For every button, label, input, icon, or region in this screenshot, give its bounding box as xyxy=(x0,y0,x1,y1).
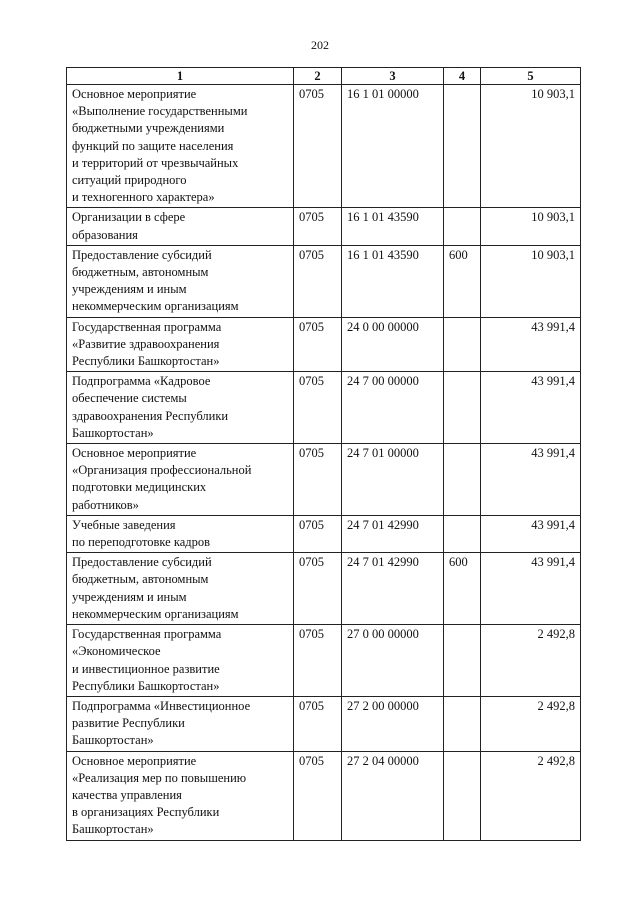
amount-cell: 10 903,1 xyxy=(481,85,581,208)
item-name-line: Основное мероприятие xyxy=(72,753,197,768)
section-code-cell: 0705 xyxy=(294,85,342,208)
expense-type-cell xyxy=(444,625,481,697)
target-code-cell: 24 7 01 42990 xyxy=(342,553,444,625)
item-name-line: качества управления xyxy=(72,787,182,802)
item-name-line: Республики Башкортостан» xyxy=(72,354,220,369)
table-row xyxy=(67,372,581,444)
expense-type-cell: 600 xyxy=(444,245,481,317)
item-name-line: ситуаций природного xyxy=(72,173,187,188)
column-header-5: 5 xyxy=(481,68,581,85)
expense-type-cell xyxy=(444,515,481,552)
expense-type-cell xyxy=(444,208,481,245)
target-code-cell: 24 0 00 00000 xyxy=(342,317,444,372)
table-row xyxy=(67,444,581,516)
item-name-cell xyxy=(67,625,294,697)
item-name-line: и техногенного характера» xyxy=(72,190,215,205)
column-header-1: 1 xyxy=(67,68,294,85)
expense-type-cell xyxy=(444,317,481,372)
item-name-line: бюджетным, автономным xyxy=(72,572,209,587)
item-name-line: Организации в сфере xyxy=(72,210,186,225)
expense-type-cell xyxy=(444,372,481,444)
table-body xyxy=(67,85,581,841)
item-name-line: Предоставление субсидий xyxy=(72,247,212,262)
section-code-cell: 0705 xyxy=(294,372,342,444)
item-name-line: Государственная программа xyxy=(72,627,222,642)
item-name-line: бюджетными учреждениями xyxy=(72,121,225,136)
table-row xyxy=(67,625,581,697)
target-code-cell: 16 1 01 00000 xyxy=(342,85,444,208)
amount-cell: 10 903,1 xyxy=(481,208,581,245)
item-name-line: «Выполнение государственными xyxy=(72,104,248,119)
amount-cell: 2 492,8 xyxy=(481,696,581,751)
item-name-line: работников» xyxy=(72,497,139,512)
table-row xyxy=(67,85,581,208)
item-name-line: учреждениям и иным xyxy=(72,589,187,604)
target-code-cell: 24 7 00 00000 xyxy=(342,372,444,444)
target-code-cell: 27 2 00 00000 xyxy=(342,696,444,751)
section-code-cell: 0705 xyxy=(294,553,342,625)
expense-type-cell xyxy=(444,444,481,516)
item-name-cell xyxy=(67,245,294,317)
item-name-line: образования xyxy=(72,227,138,242)
item-name-line: «Организация профессиональной xyxy=(72,463,252,478)
item-name-line: в организациях Республики xyxy=(72,805,220,820)
item-name-line: Башкортостан» xyxy=(72,733,154,748)
item-name-line: «Реализация мер по повышению xyxy=(72,770,247,785)
table-row xyxy=(67,245,581,317)
item-name-line: Подпрограмма «Инвестиционное xyxy=(72,698,251,713)
column-header-2: 2 xyxy=(294,68,342,85)
expense-type-cell xyxy=(444,85,481,208)
item-name-cell xyxy=(67,444,294,516)
item-name-line: Подпрограмма «Кадровое xyxy=(72,374,211,389)
amount-cell: 2 492,8 xyxy=(481,751,581,840)
section-code-cell: 0705 xyxy=(294,625,342,697)
expense-type-cell xyxy=(444,751,481,840)
amount-cell: 10 903,1 xyxy=(481,245,581,317)
item-name-cell xyxy=(67,515,294,552)
item-name-cell xyxy=(67,751,294,840)
item-name-cell xyxy=(67,372,294,444)
table-header-row xyxy=(67,68,581,85)
target-code-cell: 24 7 01 42990 xyxy=(342,515,444,552)
section-code-cell: 0705 xyxy=(294,444,342,516)
table-row xyxy=(67,208,581,245)
amount-cell: 43 991,4 xyxy=(481,553,581,625)
table-row xyxy=(67,696,581,751)
target-code-cell: 27 0 00 00000 xyxy=(342,625,444,697)
expense-type-cell: 600 xyxy=(444,553,481,625)
amount-cell: 43 991,4 xyxy=(481,317,581,372)
amount-cell: 43 991,4 xyxy=(481,372,581,444)
budget-table xyxy=(66,67,581,841)
item-name-line: Башкортостан» xyxy=(72,822,154,837)
table-row xyxy=(67,751,581,840)
target-code-cell: 27 2 04 00000 xyxy=(342,751,444,840)
item-name-line: и инвестиционное развитие xyxy=(72,661,220,676)
item-name-line: Предоставление субсидий xyxy=(72,555,212,570)
amount-cell: 43 991,4 xyxy=(481,515,581,552)
target-code-cell: 16 1 01 43590 xyxy=(342,208,444,245)
item-name-line: Основное мероприятие xyxy=(72,87,197,101)
expense-type-cell xyxy=(444,696,481,751)
table-row xyxy=(67,553,581,625)
amount-cell: 2 492,8 xyxy=(481,625,581,697)
item-name-line: Учебные заведения xyxy=(72,517,176,532)
target-code-cell: 16 1 01 43590 xyxy=(342,245,444,317)
item-name-line: функций по защите населения xyxy=(72,138,234,153)
item-name-cell xyxy=(67,317,294,372)
item-name-line: здравоохранения Республики xyxy=(72,408,229,423)
item-name-line: и территорий от чрезвычайных xyxy=(72,155,239,170)
column-header-4: 4 xyxy=(444,68,481,85)
section-code-cell: 0705 xyxy=(294,751,342,840)
page-number: 202 xyxy=(311,38,329,52)
item-name-line: Государственная программа xyxy=(72,319,222,334)
item-name-cell xyxy=(67,553,294,625)
item-name-line: Башкортостан» xyxy=(72,425,154,440)
target-code-cell: 24 7 01 00000 xyxy=(342,444,444,516)
table-row xyxy=(67,317,581,372)
item-name-cell xyxy=(67,696,294,751)
item-name-line: обеспечение системы xyxy=(72,391,187,406)
item-name-line: учреждениям и иным xyxy=(72,282,187,297)
item-name-line: Республики Башкортостан» xyxy=(72,678,220,693)
item-name-line: «Развитие здравоохранения xyxy=(72,336,220,351)
item-name-line: по переподготовке кадров xyxy=(72,535,211,550)
item-name-line: Основное мероприятие xyxy=(72,446,197,461)
item-name-cell xyxy=(67,85,294,208)
item-name-line: некоммерческим организациям xyxy=(72,299,239,314)
section-code-cell: 0705 xyxy=(294,317,342,372)
item-name-line: «Экономическое xyxy=(72,644,161,659)
item-name-line: бюджетным, автономным xyxy=(72,265,209,280)
section-code-cell: 0705 xyxy=(294,208,342,245)
amount-cell: 43 991,4 xyxy=(481,444,581,516)
table-row xyxy=(67,515,581,552)
column-header-3: 3 xyxy=(342,68,444,85)
section-code-cell: 0705 xyxy=(294,245,342,317)
section-code-cell: 0705 xyxy=(294,515,342,552)
item-name-cell xyxy=(67,208,294,245)
section-code-cell: 0705 xyxy=(294,696,342,751)
item-name-line: некоммерческим организациям xyxy=(72,606,239,621)
item-name-line: развитие Республики xyxy=(72,716,185,731)
item-name-line: подготовки медицинских xyxy=(72,480,207,495)
